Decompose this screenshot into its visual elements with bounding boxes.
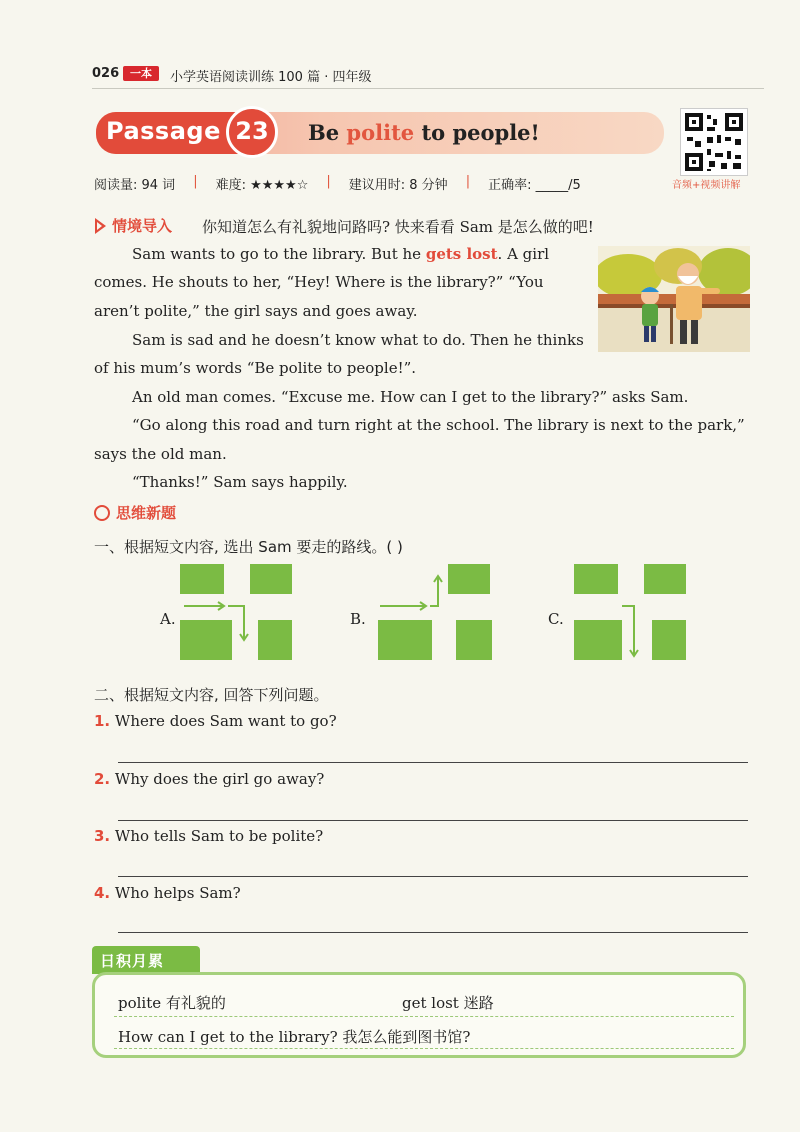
route-block xyxy=(652,620,686,660)
option-a-label[interactable]: A. xyxy=(160,610,176,628)
lightbulb-icon xyxy=(94,505,110,521)
route-block xyxy=(456,620,492,660)
route-arrow-icon xyxy=(620,596,650,662)
route-arrow-icon xyxy=(376,572,456,622)
book-title: 小学英语阅读训练 100 篇 · 四年级 xyxy=(170,70,372,85)
story-line: “Thanks!” Sam says happily. xyxy=(132,473,348,491)
stats-separator: | xyxy=(193,174,198,189)
route-arrow-icon xyxy=(180,596,260,646)
difficulty: 难度: ★★★★☆ xyxy=(215,178,309,193)
answer-line[interactable] xyxy=(118,932,748,933)
question-item: 2. Why does the girl go away? xyxy=(94,770,325,788)
story-line: comes. He shouts to her, “Hey! Where is the library?” “You xyxy=(94,273,544,291)
reading-stats xyxy=(94,174,581,193)
passage-title: Be polite to people! xyxy=(308,120,540,145)
story-line: An old man comes. “Excuse me. How can I get to the library?” asks Sam. xyxy=(132,388,689,406)
accuracy: 正确率: _____/5 xyxy=(488,178,581,193)
question-1: 一、根据短文内容, 选出 Sam 要走的路线。( ) xyxy=(94,538,403,556)
passage-number: 23 xyxy=(235,117,269,145)
dashed-divider xyxy=(114,1016,734,1017)
story-illustration xyxy=(598,246,750,352)
dashed-divider xyxy=(114,1048,734,1049)
answer-line[interactable] xyxy=(118,820,748,821)
story-line: Sam is sad and he doesn’t know what to do. Then he thinks xyxy=(132,331,584,349)
route-block xyxy=(644,564,686,594)
answer-line[interactable] xyxy=(118,876,748,877)
book-badge: 一本 xyxy=(123,66,159,81)
option-c-label[interactable]: C. xyxy=(548,610,564,628)
story-line: “Go along this road and turn right at the school. The library is next to the park,” xyxy=(132,416,745,434)
answer-line[interactable] xyxy=(118,762,748,763)
route-block xyxy=(250,564,292,594)
header-divider xyxy=(92,88,764,89)
stats-separator: | xyxy=(326,174,331,189)
option-b-label[interactable]: B. xyxy=(350,610,366,628)
vocab-sentence: How can I get to the library? 我怎么能到图书馆? xyxy=(118,1028,471,1046)
suggested-time: 建议用时: 8 分钟 xyxy=(348,178,448,193)
qr-label: 音频+视频讲解 xyxy=(672,180,741,191)
route-block xyxy=(574,620,622,660)
question-item: 4. Who helps Sam? xyxy=(94,884,241,902)
triangle-icon-inner xyxy=(97,222,102,230)
story-line: of his mum’s words “Be polite to people!”. xyxy=(94,359,417,377)
question-2: 二、根据短文内容, 回答下列问题。 xyxy=(94,686,329,704)
route-block xyxy=(378,620,432,660)
story-line: says the old man. xyxy=(94,445,227,463)
thinking-label: 思维新题 xyxy=(116,504,177,522)
route-block xyxy=(180,564,224,594)
qr-code-icon[interactable] xyxy=(680,108,748,176)
question-item: 1. Where does Sam want to go? xyxy=(94,712,337,730)
word-count: 阅读量: 94 词 xyxy=(94,178,176,193)
route-block xyxy=(574,564,618,594)
stats-separator: | xyxy=(465,174,471,189)
context-text: 你知道怎么有礼貌地问路吗? 快来看看 Sam 是怎么做的吧! xyxy=(202,218,594,236)
context-label: 情境导入 xyxy=(112,217,173,235)
story-line: aren’t polite,” the girl says and goes away. xyxy=(94,302,418,320)
route-block xyxy=(258,620,292,660)
passage-label: Passage xyxy=(106,117,221,145)
vocab-item: get lost 迷路 xyxy=(402,994,494,1012)
page-number: 026 xyxy=(92,66,120,81)
story-line: Sam wants to go to the library. But he gets lost. A girl xyxy=(132,245,550,263)
accumulate-label: 日积月累 xyxy=(100,952,165,970)
question-item: 3. Who tells Sam to be polite? xyxy=(94,827,324,845)
vocab-item: polite 有礼貌的 xyxy=(118,994,226,1012)
